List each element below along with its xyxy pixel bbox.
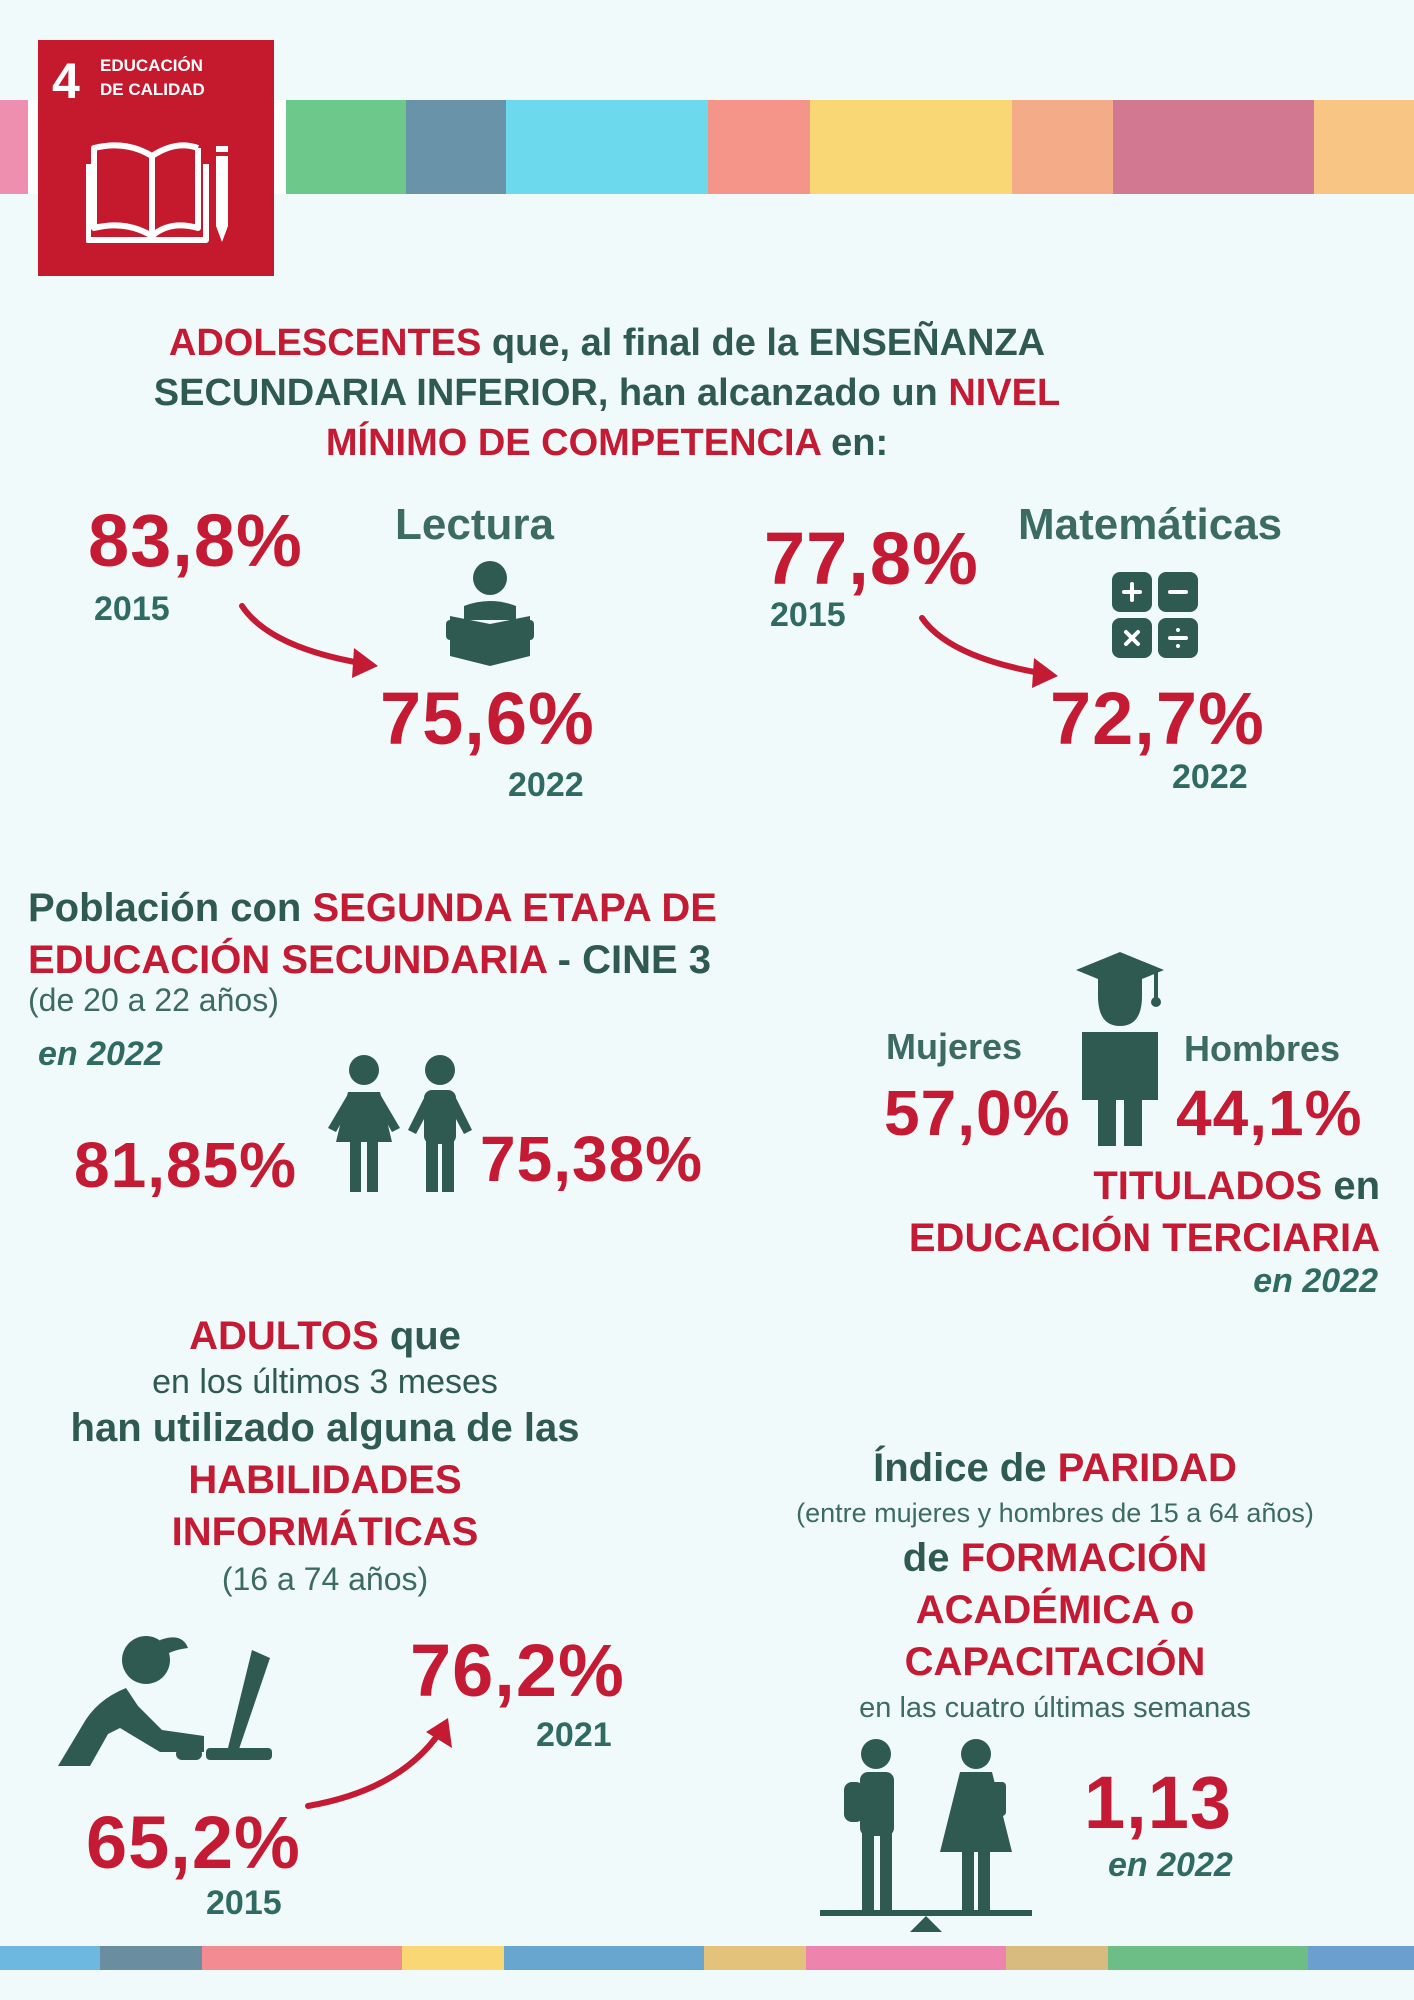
paridad-de: de [902, 1536, 961, 1580]
titulados-educacion-terciaria: EDUCACIÓN TERCIARIA [908, 1216, 1380, 1260]
heading-text-1: que, al final de la ENSEÑANZA [481, 322, 1046, 364]
adultos-text: han utilizado alguna de las [70, 1406, 580, 1450]
adultos-label: ADULTOS [189, 1314, 379, 1358]
lectura-value-2015: 83,8% [88, 499, 303, 582]
sdg-title-line2: DE CALIDAD [100, 80, 205, 99]
lectura-label: Lectura [395, 500, 554, 549]
heading-en: en: [820, 422, 889, 464]
mujeres-value: 57,0% [884, 1077, 1071, 1149]
poblacion-educacion-secundaria: EDUCACIÓN SECUNDARIA [28, 938, 547, 982]
reading-person-icon [446, 560, 534, 670]
lectura-value-2022: 75,6% [380, 677, 595, 760]
paridad-formacion: FORMACIÓN [960, 1536, 1208, 1580]
heading-nivel: NIVEL [948, 372, 1061, 414]
lectura-year-2022: 2022 [508, 766, 584, 804]
paridad-label: PARIDAD [1057, 1446, 1237, 1490]
matematicas-year-2015: 2015 [770, 596, 846, 634]
poblacion-heading [28, 882, 717, 986]
lectura-trend-arrow [230, 590, 380, 680]
calculator-icon [1110, 570, 1200, 660]
adultos-year-2015: 2015 [206, 1884, 282, 1922]
adultos-habilidades: HABILIDADES [188, 1458, 462, 1502]
sdg-number: 4 [52, 53, 80, 109]
paridad-age-range: (entre mujeres y hombres de 15 a 64 años) [796, 1498, 1314, 1528]
children-icon [326, 1054, 482, 1192]
hombres-label: Hombres [1184, 1028, 1341, 1069]
paridad-periodo: en las cuatro últimas semanas [859, 1692, 1251, 1724]
poblacion-girls-value: 81,85% [74, 1129, 298, 1201]
book-pencil-icon [86, 136, 236, 246]
paridad-academica: ACADÉMICA o [915, 1588, 1195, 1632]
heading-text-2: SECUNDARIA INFERIOR, han alcanzado un [153, 372, 949, 414]
hombres-value: 44,1% [1176, 1077, 1363, 1149]
paridad-indice: Índice de [873, 1446, 1058, 1490]
titulados-heading [909, 1160, 1380, 1264]
adultos-informaticas: INFORMÁTICAS [171, 1510, 479, 1554]
heading-adolescentes: ADOLESCENTES [168, 322, 482, 364]
adultos-value-2015: 65,2% [86, 1801, 301, 1884]
paridad-capacitacion: CAPACITACIÓN [904, 1640, 1206, 1684]
lectura-year-2015: 2015 [94, 590, 170, 628]
adolescentes-heading [100, 318, 1114, 468]
adultos-value-2021: 76,2% [410, 1629, 625, 1712]
titulados-when: en 2022 [1253, 1262, 1378, 1300]
graduate-icon [1076, 950, 1164, 1146]
paridad-heading [740, 1442, 1370, 1728]
adultos-age-range: (16 a 74 años) [221, 1561, 429, 1597]
poblacion-segunda-etapa: SEGUNDA ETAPA DE [312, 886, 717, 930]
adultos-que: que [378, 1314, 461, 1358]
matematicas-trend-arrow [910, 608, 1060, 692]
titulados-label: TITULADOS [1093, 1164, 1323, 1208]
matematicas-value-2022: 72,7% [1050, 677, 1265, 760]
matematicas-year-2022: 2022 [1172, 758, 1248, 796]
balance-students-icon [816, 1736, 1036, 1932]
sdg-badge [38, 40, 274, 276]
adultos-heading [30, 1310, 620, 1600]
sdg-title-line1: EDUCACIÓN [100, 56, 203, 75]
poblacion-age-range: (de 20 a 22 años) [28, 982, 279, 1018]
poblacion-text-1: Población con [28, 886, 313, 930]
bottom-color-stripe [0, 1946, 1414, 1970]
heading-competencia: MÍNIMO DE COMPETENCIA [325, 422, 821, 464]
paridad-when: en 2022 [1108, 1846, 1233, 1884]
adultos-trend-arrow [300, 1710, 460, 1820]
mujeres-label: Mujeres [886, 1026, 1023, 1067]
adultos-year-2021: 2021 [536, 1716, 612, 1754]
adultos-periodo: en los últimos 3 meses [152, 1363, 498, 1401]
matematicas-label: Matemáticas [1018, 500, 1283, 549]
poblacion-boys-value: 75,38% [480, 1123, 704, 1195]
poblacion-when: en 2022 [38, 1035, 163, 1073]
person-computer-icon [56, 1630, 276, 1766]
paridad-value: 1,13 [1084, 1761, 1233, 1844]
poblacion-cine3: - CINE 3 [546, 938, 712, 982]
matematicas-value-2015: 77,8% [764, 517, 979, 600]
titulados-en: en [1322, 1164, 1380, 1208]
